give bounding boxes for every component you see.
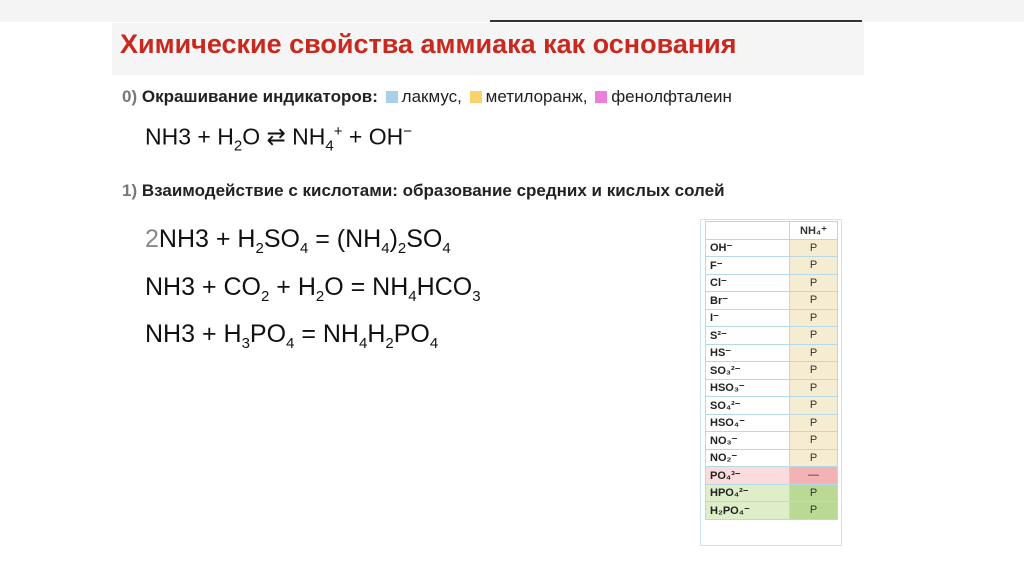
- eq1-sub: 4: [381, 240, 390, 257]
- equation-2: [145, 273, 481, 305]
- section-0-heading: Окрашивание индикаторов:: [141, 87, 378, 106]
- table-solubility-cell: Р: [790, 327, 838, 345]
- table-solubility-cell: Р: [790, 414, 838, 432]
- litmus-swatch: [386, 91, 398, 103]
- equation-1: [145, 225, 451, 257]
- table-anion-cell: HSO₃⁻: [706, 379, 790, 397]
- table-anion-cell: I⁻: [706, 309, 790, 327]
- table-solubility-cell: Р: [790, 344, 838, 362]
- equation-3: [145, 320, 438, 352]
- table-anion-cell: Br⁻: [706, 292, 790, 310]
- table-anion-cell: HSO₄⁻: [706, 414, 790, 432]
- eq2-sub: 2: [261, 288, 270, 305]
- table-anion-cell: SO₃²⁻: [706, 362, 790, 380]
- equation-0: [145, 123, 412, 154]
- eq0-part: H: [217, 123, 234, 150]
- table-solubility-cell: Р: [790, 397, 838, 415]
- eq3-sub: 3: [241, 335, 250, 352]
- table-anion-cell: F⁻: [706, 257, 790, 275]
- phenolphthalein-swatch: [595, 91, 607, 103]
- eq1-part: SO: [406, 225, 443, 253]
- eq2-part: O = NH: [324, 273, 409, 301]
- indicator-litmus: лакмус,: [401, 87, 462, 106]
- eq3-part: PO: [393, 320, 430, 348]
- eq3-part: NH3 + H: [145, 320, 242, 348]
- top-rule: [490, 20, 862, 22]
- table-solubility-cell: Р: [790, 239, 838, 257]
- top-strip: [0, 0, 1024, 22]
- section-1-heading: Взаимодействие с кислотами: образование средних и кислых солей: [141, 181, 725, 200]
- table-row: [706, 467, 838, 485]
- table-row: [706, 327, 838, 345]
- eq1-part: NH3 + H: [158, 225, 256, 253]
- table-anion-cell: HPO₄²⁻: [706, 484, 790, 502]
- table-solubility-cell: Р: [790, 362, 838, 380]
- eq1-sub: 2: [255, 240, 264, 257]
- table-solubility-cell: Р: [790, 309, 838, 327]
- eq3-part: PO: [249, 320, 287, 348]
- eq0-part: NH3 +: [145, 123, 218, 150]
- eq3-part: H: [367, 320, 386, 348]
- table-solubility-cell: —: [790, 467, 838, 485]
- table-row: [706, 274, 838, 292]
- solubility-table: [705, 221, 838, 520]
- table-anion-cell: HS⁻: [706, 344, 790, 362]
- methyl-orange-swatch: [470, 91, 482, 103]
- table-row: [706, 257, 838, 275]
- table-anion-cell: H₂PO₄⁻: [706, 502, 790, 520]
- eq2-sub: 4: [408, 288, 417, 305]
- eq1-part: = (NH: [308, 225, 382, 253]
- eq1-coefficient: 2: [145, 225, 159, 253]
- table-anion-cell: NO₂⁻: [706, 449, 790, 467]
- eq3-part: = NH: [294, 320, 359, 348]
- table-anion-cell: NO₃⁻: [706, 432, 790, 450]
- eq2-part: + H: [269, 273, 316, 301]
- table-solubility-cell: Р: [790, 292, 838, 310]
- table-corner-cell: [706, 222, 790, 240]
- eq1-part: ): [389, 225, 398, 253]
- indicator-methyl-orange: метилоранж,: [485, 87, 588, 106]
- table-solubility-cell: Р: [790, 274, 838, 292]
- eq3-sub: 2: [385, 335, 394, 352]
- eq0-part: O ⇄ NH: [242, 123, 326, 150]
- section-1: [122, 181, 725, 201]
- table-solubility-cell: Р: [790, 502, 838, 520]
- table-row: [706, 414, 838, 432]
- table-header-row: [706, 222, 838, 240]
- table-solubility-cell: Р: [790, 379, 838, 397]
- eq3-sub: 4: [286, 335, 295, 352]
- eq2-part: NH3 + CO: [145, 273, 262, 301]
- section-0-number: 0): [122, 87, 138, 106]
- section-0: [122, 87, 732, 107]
- eq2-sub: 2: [315, 288, 325, 305]
- eq1-sub: 4: [299, 240, 309, 257]
- table-row: [706, 239, 838, 257]
- eq0-sup: +: [333, 123, 343, 140]
- table-row: [706, 362, 838, 380]
- table-solubility-cell: Р: [790, 449, 838, 467]
- table-solubility-cell: Р: [790, 432, 838, 450]
- eq0-sub: 4: [325, 137, 334, 155]
- table-row: [706, 292, 838, 310]
- table-row: [706, 397, 838, 415]
- table-row: [706, 309, 838, 327]
- indicator-phenolphthalein: фенолфталеин: [611, 87, 732, 106]
- table-row: [706, 484, 838, 502]
- table-row: [706, 344, 838, 362]
- table-anion-cell: OH⁻: [706, 239, 790, 257]
- eq2-part: HCO: [416, 273, 473, 301]
- table-header-cation: NH₄⁺: [790, 222, 838, 240]
- table-anion-cell: Cl⁻: [706, 274, 790, 292]
- table-anion-cell: SO₄²⁻: [706, 397, 790, 415]
- table-solubility-cell: Р: [790, 484, 838, 502]
- table-row: [706, 449, 838, 467]
- eq3-sub: 4: [358, 335, 368, 352]
- table-row: [706, 502, 838, 520]
- table-row: [706, 379, 838, 397]
- table-solubility-cell: Р: [790, 257, 838, 275]
- eq3-sub: 4: [429, 335, 439, 352]
- eq1-sub: 2: [397, 240, 407, 257]
- eq1-sub: 4: [442, 240, 451, 257]
- eq2-sub: 3: [472, 288, 481, 305]
- eq1-part: SO: [263, 225, 300, 253]
- section-1-number: 1): [122, 181, 138, 200]
- eq0-sup: −: [403, 123, 412, 140]
- slide-title: Химические свойства аммиака как основания: [112, 23, 864, 75]
- eq0-part: + OH: [342, 123, 404, 150]
- table-anion-cell: S²⁻: [706, 327, 790, 345]
- eq0-sub: 2: [233, 137, 243, 155]
- table-anion-cell: PO₄³⁻: [706, 467, 790, 485]
- table-row: [706, 432, 838, 450]
